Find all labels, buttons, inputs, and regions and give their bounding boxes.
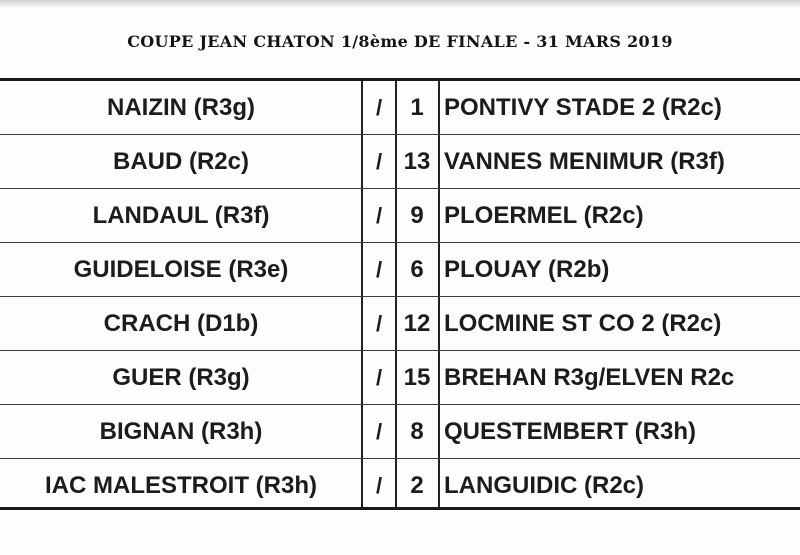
fixture-number: 13 [403,147,431,175]
away-team: QUESTEMBERT (R3h) [444,417,696,445]
table-row [0,351,800,405]
fixture-number: 6 [410,255,424,283]
away-team: PONTIVY STADE 2 (R2c) [444,93,722,121]
separator: / [375,364,383,390]
separator: / [375,473,383,498]
fixture-number: 9 [410,201,424,229]
home-team: BIGNAN (R3h) [99,417,263,445]
table-row [0,297,800,351]
table-row [0,405,800,459]
paper-edge [0,0,800,7]
fixture-number: 15 [403,363,431,391]
home-team: BAUD (R2c) [112,147,249,175]
document-title: COUPE JEAN CHATON 1/8ème DE FINALE - 31 MARS 2019 [127,32,673,51]
table-row [0,243,800,297]
home-team: GUER (R3g) [112,363,250,391]
separator: / [375,148,383,174]
table-row [0,459,800,513]
fixtures-table [0,78,800,510]
home-team: GUIDELOISE (R3e) [73,255,289,283]
home-team: CRACH (D1b) [103,309,259,337]
fixture-number: 12 [403,309,431,337]
separator: / [375,94,383,120]
separator: / [375,310,383,336]
away-team: PLOUAY (R2b) [444,255,610,283]
away-team: VANNES MENIMUR (R3f) [444,147,725,175]
away-team: BREHAN R3g/ELVEN R2c [444,363,735,391]
away-team: LOCMINE ST CO 2 (R2c) [444,309,722,337]
table-row [0,189,800,243]
table-row [0,81,800,135]
away-team: LANGUIDIC (R2c) [444,472,645,499]
home-team: NAIZIN (R3g) [107,93,255,121]
fixture-number: 2 [410,472,424,499]
fixture-number: 8 [410,417,424,445]
away-team: PLOERMEL (R2c) [444,201,644,229]
home-team: LANDAUL (R3f) [92,201,270,229]
separator: / [375,418,383,444]
separator: / [375,256,383,282]
home-team: IAC MALESTROIT (R3h) [45,472,317,499]
fixture-number: 1 [410,93,424,121]
separator: / [375,202,383,228]
table-row [0,135,800,189]
